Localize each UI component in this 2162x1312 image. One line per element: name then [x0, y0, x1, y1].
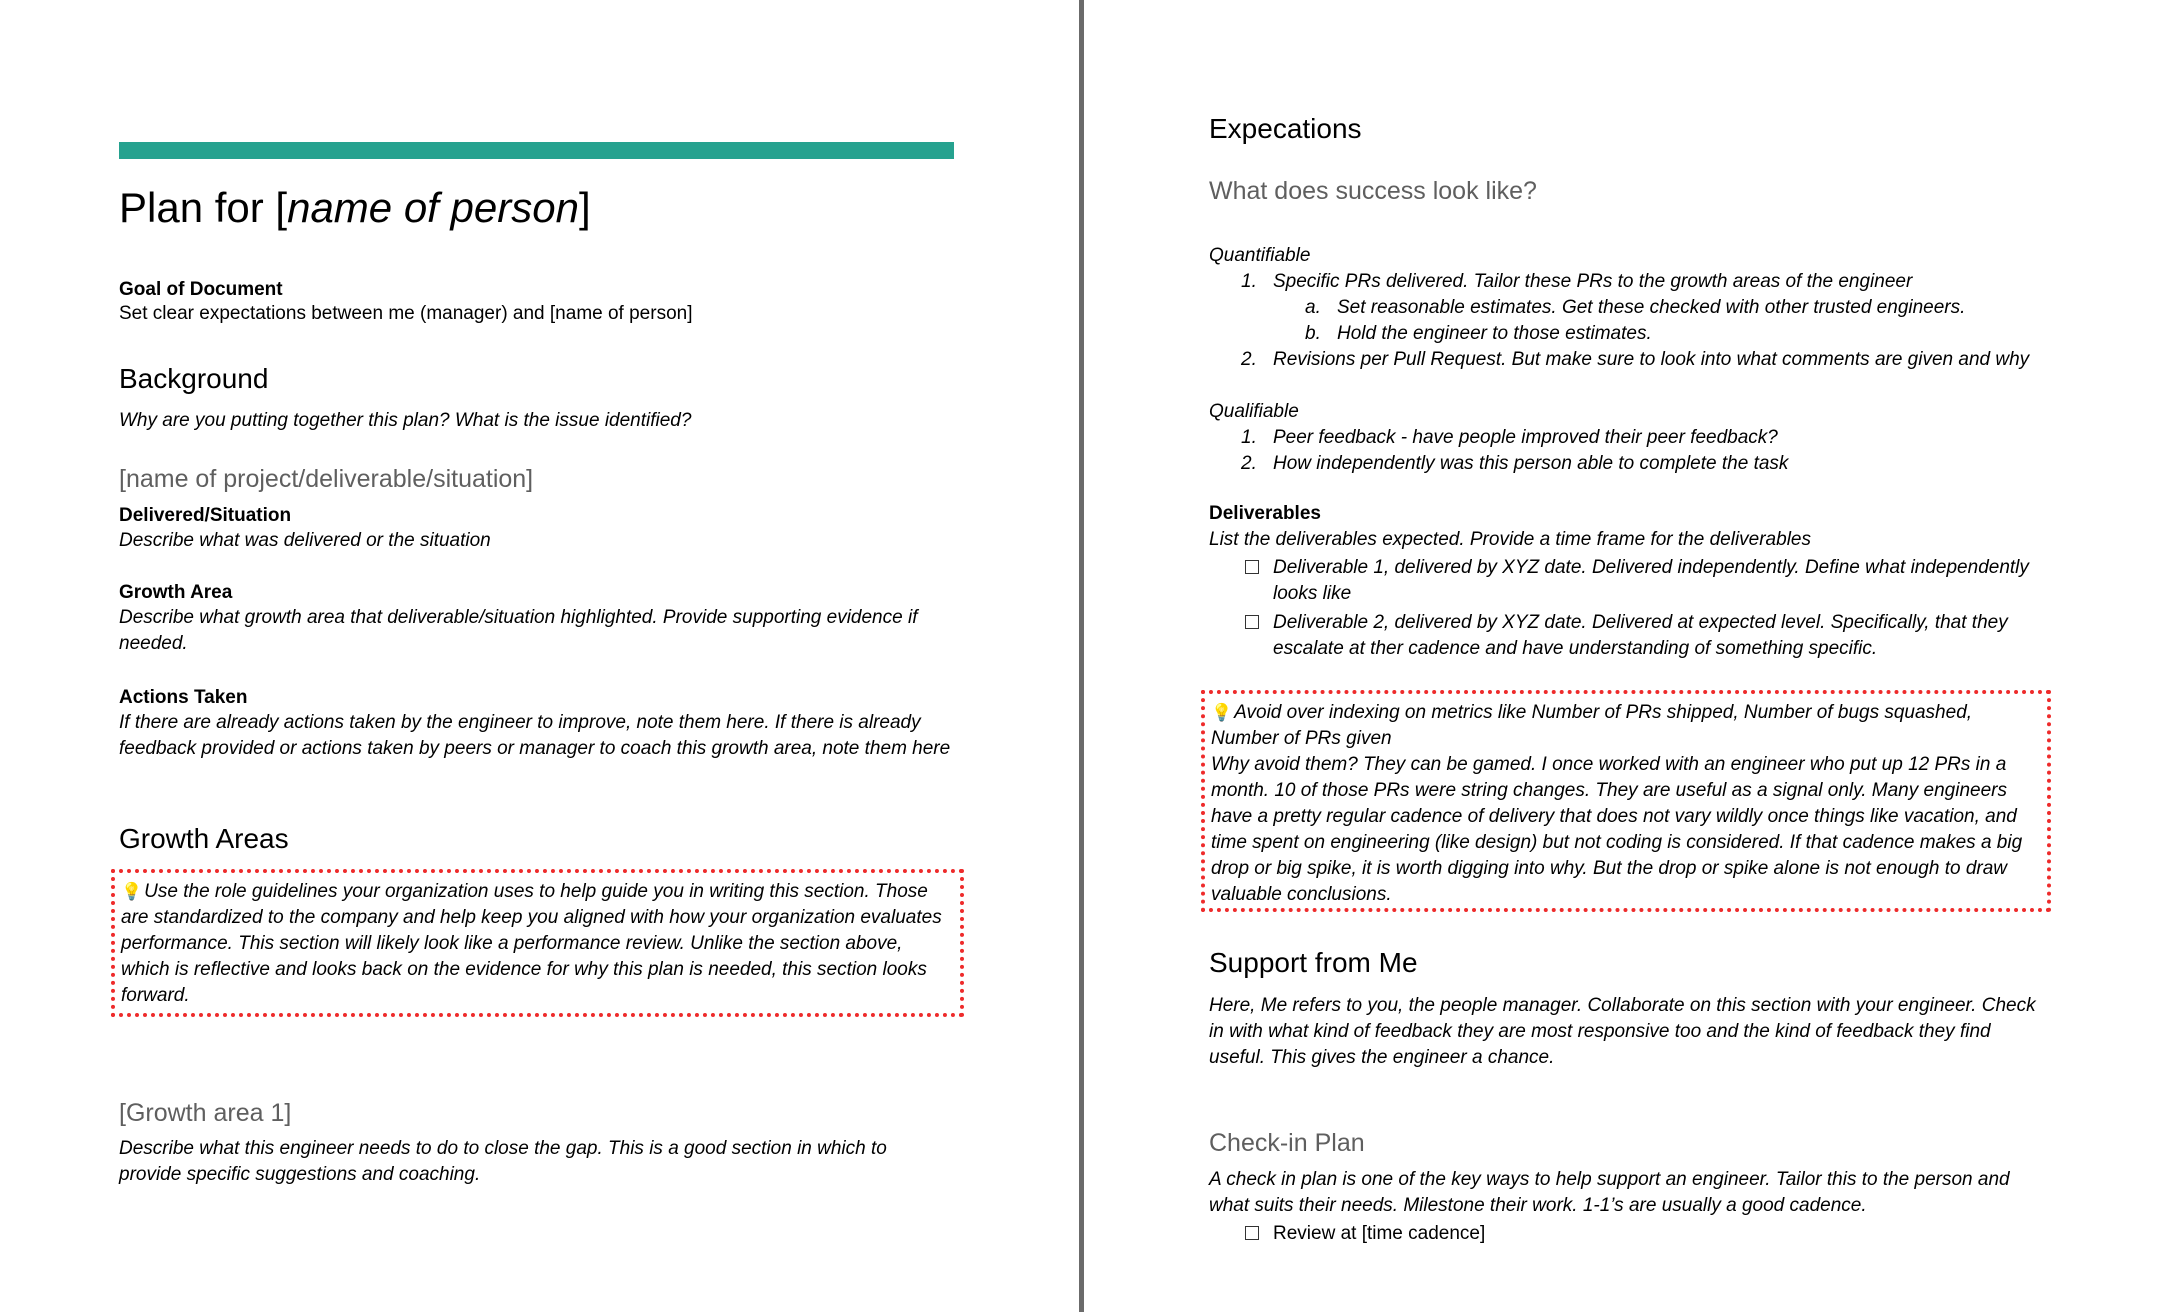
project-heading[interactable]: [name of project/deliverable/situation] [119, 465, 534, 493]
quantifiable-label[interactable]: Quantifiable [1209, 245, 1311, 266]
goal-text[interactable]: Set clear expectations between me (manager) and [name of person] [119, 303, 693, 324]
deliverables-heading[interactable]: Deliverables [1209, 503, 1321, 524]
growth-area-text[interactable]: Describe what growth area that deliverable/situation highlighted. Provide supporting evidence if needed. [119, 607, 918, 654]
list-number: a. [1305, 297, 1321, 318]
deliverable-text: Deliverable 1, delivered by XYZ date. Delivered independently. Define what independently looks like [1273, 557, 2029, 604]
lightbulb-icon: 💡 [121, 882, 143, 901]
page-divider [1079, 0, 1084, 1312]
checkbox[interactable] [1245, 615, 1259, 629]
success-heading[interactable]: What does success look like? [1209, 177, 1537, 205]
checkbox[interactable] [1245, 560, 1259, 574]
checkin-item[interactable] [1245, 1221, 1945, 1247]
list-text: Revisions per Pull Request. But make sure to look into what comments are given and why [1273, 349, 2030, 370]
list-text: Specific PRs delivered. Tailor these PRs to the growth areas of the engineer [1273, 271, 1913, 292]
list-text: How independently was this person able to complete the task [1273, 453, 1789, 474]
delivered-heading[interactable]: Delivered/Situation [119, 505, 292, 526]
support-text[interactable]: Here, Me refers to you, the people manager. Collaborate on this section with your engineer. Check in with what kind of feedback they are most responsive too and the kind of feedback they find useful. This gives the engineer a chance. [1209, 995, 2036, 1068]
background-prompt[interactable]: Why are you putting together this plan? What is the issue identified? [119, 410, 692, 431]
actions-text[interactable]: If there are already actions taken by the engineer to improve, note them here. If there is already feedback provided or actions taken by peers or manager to coach this growth area, note them here [119, 712, 951, 759]
deliverable-item[interactable] [1245, 555, 2045, 607]
list-text: Peer feedback - have people improved their peer feedback? [1273, 427, 1778, 448]
lightbulb-icon: 💡 [1211, 703, 1233, 722]
list-number: b. [1305, 323, 1321, 344]
growth-areas-heading[interactable]: Growth Areas [119, 823, 289, 854]
actions-heading[interactable]: Actions Taken [119, 687, 248, 708]
metrics-callout-text: Avoid over indexing on metrics like Number of PRs shipped, Number of bugs squashed, Number of PRs given [1211, 702, 1973, 749]
qualifiable-label[interactable]: Qualifiable [1209, 401, 1299, 422]
metrics-callout-text-2: Why avoid them? They can be gamed. I once worked with an engineer who put up 12 PRs in a month. 10 of those PRs were string changes. They are useful as a signal only. Many engineers have a pretty regular cadence of delivery that does not vary wildly once things like vacation, and time spent on engineering (like design) but not coding is considered. If that cadence makes a big drop or big spike, it is worth digging into why. But the drop or spike alone is not enough to draw valuable conclusions. [1211, 754, 2023, 905]
list-number: 2. [1241, 349, 1257, 370]
list-text: Hold the engineer to those estimates. [1337, 323, 1652, 344]
title-prefix: Plan for [ [119, 184, 288, 231]
page-title[interactable] [119, 183, 591, 233]
growth-areas-callout-text: Use the role guidelines your organization uses to help guide you in writing this section. Those are standardized to the company and help keep you aligned with how your organization evaluates performance. This section will likely look like a performance review. Unlike the section above, which is reflective and looks back on the evidence for why this plan is needed, this section looks forward. [121, 881, 942, 1006]
list-number: 1. [1241, 427, 1257, 448]
deliverable-item[interactable] [1245, 610, 2045, 662]
metrics-callout[interactable] [1201, 690, 2051, 912]
deliverable-text: Deliverable 2, delivered by XYZ date. Delivered at expected level. Specifically, that they escalate at ther cadence and have understanding of something specific. [1273, 612, 2008, 659]
growth-area-heading[interactable]: Growth Area [119, 582, 233, 603]
growth-area-1-heading[interactable]: [Growth area 1] [119, 1099, 292, 1127]
growth-areas-callout[interactable] [111, 869, 964, 1017]
support-heading[interactable]: Support from Me [1209, 947, 1418, 978]
checkin-item-text: Review at [time cadence] [1273, 1223, 1486, 1244]
deliverables-intro[interactable]: List the deliverables expected. Provide a time frame for the deliverables [1209, 529, 1811, 550]
background-heading[interactable]: Background [119, 363, 269, 394]
delivered-text[interactable]: Describe what was delivered or the situation [119, 530, 491, 551]
list-number: 2. [1241, 453, 1257, 474]
accent-bar [119, 142, 954, 159]
expectations-heading[interactable]: Expecations [1209, 113, 1362, 144]
checkin-heading[interactable]: Check-in Plan [1209, 1129, 1365, 1157]
goal-heading[interactable]: Goal of Document [119, 279, 283, 300]
list-text: Set reasonable estimates. Get these checked with other trusted engineers. [1337, 297, 1966, 318]
checkin-text[interactable]: A check in plan is one of the key ways to help support an engineer. Tailor this to the person and what suits their needs. Milestone their work. 1-1’s are usually a good cadence. [1209, 1169, 2010, 1216]
checkbox[interactable] [1245, 1226, 1259, 1240]
list-number: 1. [1241, 271, 1257, 292]
title-placeholder: name of person [287, 184, 579, 231]
title-suffix: ] [578, 184, 591, 231]
growth-area-1-text[interactable]: Describe what this engineer needs to do to close the gap. This is a good section in which to provide specific suggestions and coaching. [119, 1138, 887, 1185]
